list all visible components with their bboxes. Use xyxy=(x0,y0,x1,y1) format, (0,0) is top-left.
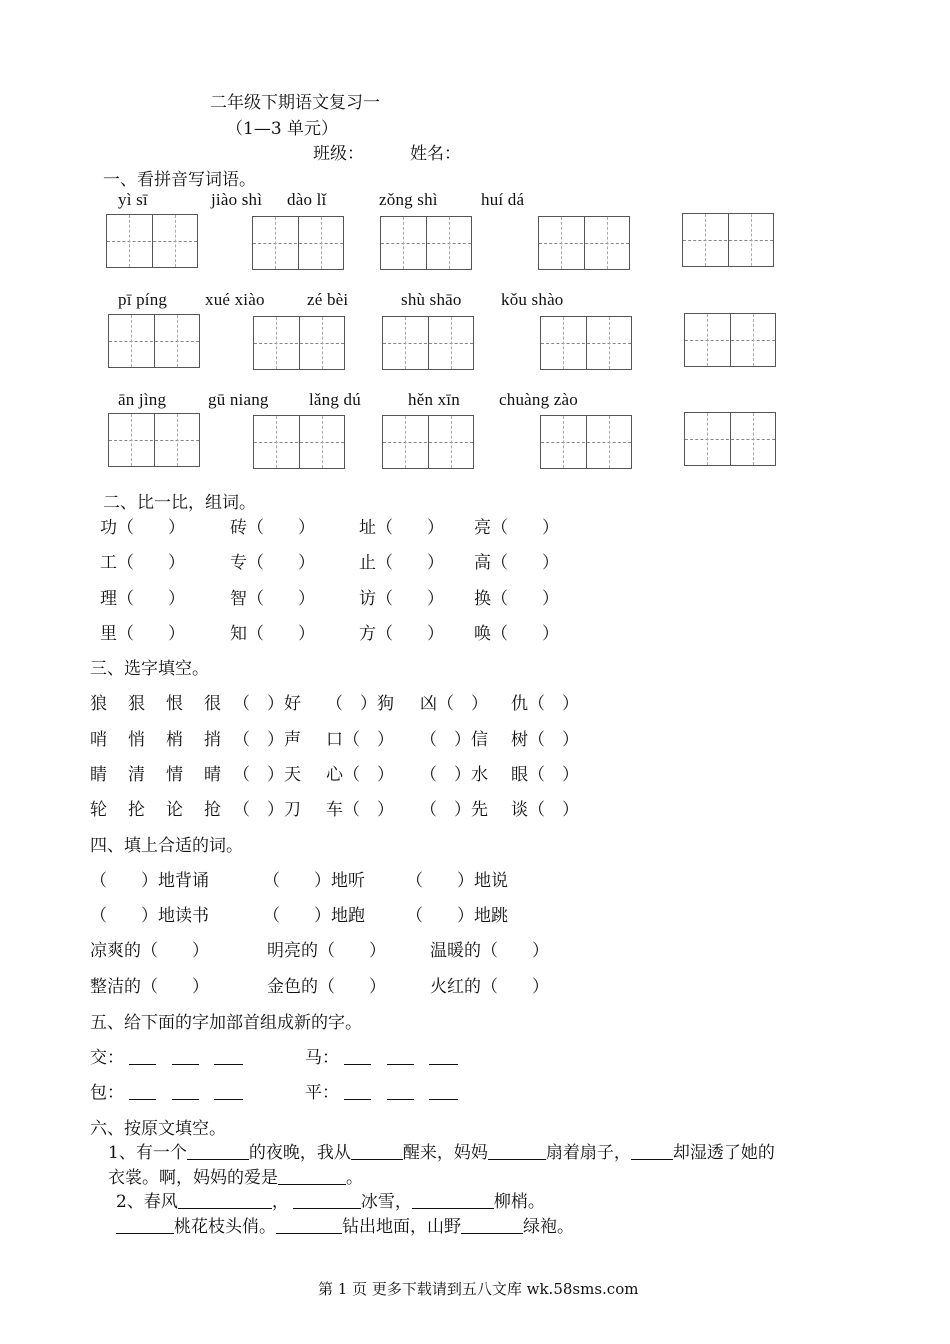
blank-line[interactable] xyxy=(278,1167,346,1185)
writing-grid-box[interactable] xyxy=(253,415,345,469)
fill-blank[interactable]: （ ）先 xyxy=(420,800,488,820)
name-label: 姓名： xyxy=(410,144,461,164)
pinyin-label: hěn xīn xyxy=(408,390,460,409)
fill-word[interactable]: （ ）地跑 xyxy=(263,906,365,926)
blank-line[interactable] xyxy=(214,1082,243,1100)
writing-grid-box[interactable] xyxy=(108,413,200,467)
pinyin-label: xué xiào xyxy=(205,290,265,309)
pinyin-label: huí dá xyxy=(481,190,525,209)
radical-item xyxy=(305,1078,458,1103)
radical-item xyxy=(90,1043,243,1068)
writing-grid-box[interactable] xyxy=(382,415,474,469)
writing-grid-box[interactable] xyxy=(382,316,474,370)
recite-line-2 xyxy=(108,1163,363,1188)
fill-blank[interactable]: （ ）水 xyxy=(420,765,488,785)
blank-line[interactable] xyxy=(631,1142,673,1160)
compare-item[interactable]: 智（ ） xyxy=(230,589,315,609)
fill-blank[interactable]: （ ）信 xyxy=(420,730,488,750)
fill-blank[interactable]: 仇（ ） xyxy=(511,694,579,714)
fill-word[interactable]: （ ）地读书 xyxy=(90,906,209,926)
fill-blank[interactable]: （ ）天 xyxy=(233,765,301,785)
writing-grid-box[interactable] xyxy=(682,213,774,267)
char-choices: 哨 悄 梢 捎 xyxy=(90,730,223,750)
fill-word[interactable]: 火红的（ ） xyxy=(430,977,549,997)
recite-line-1 xyxy=(108,1138,775,1163)
text-fragment: 扇着扇子， xyxy=(545,1143,631,1163)
fill-blank[interactable]: （ ）刀 xyxy=(233,800,301,820)
compare-item[interactable]: 知（ ） xyxy=(230,624,315,644)
section-1-heading: 一、看拼音写词语。 xyxy=(103,170,256,190)
compare-item[interactable]: 方（ ） xyxy=(359,624,444,644)
radical-char: 包： xyxy=(90,1083,124,1103)
pinyin-label: ān jìng xyxy=(118,390,167,409)
compare-item[interactable]: 亮（ ） xyxy=(474,518,559,538)
fill-word[interactable]: （ ）地听 xyxy=(263,871,365,891)
pinyin-label: lǎng dú xyxy=(309,390,361,409)
section-6-heading: 六、按原文填空。 xyxy=(90,1119,226,1139)
fill-blank[interactable]: 谈（ ） xyxy=(511,800,579,820)
text-fragment: 的夜晚，我从 xyxy=(248,1143,351,1163)
blank-line[interactable] xyxy=(351,1142,403,1160)
fill-blank[interactable]: 凶（ ） xyxy=(420,694,488,714)
fill-blank[interactable]: 口（ ） xyxy=(326,730,394,750)
radical-char: 交： xyxy=(90,1048,124,1068)
compare-item[interactable]: 理（ ） xyxy=(100,589,185,609)
compare-item[interactable]: 专（ ） xyxy=(230,553,315,573)
fill-word[interactable]: 凉爽的（ ） xyxy=(90,941,209,961)
fill-blank[interactable]: （ ）声 xyxy=(233,730,301,750)
pinyin-label: zé bèi xyxy=(307,290,349,309)
blank-line[interactable] xyxy=(344,1047,371,1065)
blank-line[interactable] xyxy=(387,1082,414,1100)
text-fragment: 冰雪， xyxy=(360,1192,412,1212)
pinyin-label: shù shāo xyxy=(401,290,462,309)
writing-grid-box[interactable] xyxy=(380,216,472,270)
recite-line-3 xyxy=(116,1187,545,1212)
writing-grid-box[interactable] xyxy=(540,316,632,370)
text-fragment: 。 xyxy=(346,1168,363,1188)
fill-blank[interactable]: 树（ ） xyxy=(511,730,579,750)
fill-word[interactable]: 温暖的（ ） xyxy=(430,941,549,961)
fill-word[interactable]: （ ）地背诵 xyxy=(90,871,209,891)
fill-blank[interactable]: （ ）好 xyxy=(233,694,301,714)
fill-blank[interactable]: （ ）狗 xyxy=(326,694,394,714)
pinyin-label: jiào shì xyxy=(211,190,263,209)
pinyin-label: zǒng shì xyxy=(379,190,438,209)
text-fragment: 1、有一个 xyxy=(108,1143,187,1163)
pinyin-label: kǒu shào xyxy=(501,290,564,309)
text-fragment: 柳梢。 xyxy=(493,1192,545,1212)
pinyin-label: gū niang xyxy=(208,390,269,409)
blank-line[interactable] xyxy=(172,1047,199,1065)
fill-word[interactable]: 金色的（ ） xyxy=(267,977,386,997)
blank-line[interactable] xyxy=(429,1047,458,1065)
text-fragment: 却湿透了她的 xyxy=(672,1143,775,1163)
text-fragment: ， xyxy=(271,1192,289,1212)
compare-item[interactable]: 访（ ） xyxy=(359,589,444,609)
section-4-heading: 四、填上合适的词。 xyxy=(90,836,243,856)
recite-line-4 xyxy=(116,1212,574,1237)
pinyin-label: dào lǐ xyxy=(287,190,327,209)
pinyin-label: pī píng xyxy=(118,290,168,309)
writing-grid-box[interactable] xyxy=(684,313,776,367)
radical-item xyxy=(305,1043,458,1068)
radical-item xyxy=(90,1078,243,1103)
section-5-heading: 五、给下面的字加部首组成新的字。 xyxy=(90,1013,362,1033)
text-fragment: 醒来，妈妈 xyxy=(402,1143,488,1163)
char-choices: 睛 清 情 晴 xyxy=(90,765,223,785)
text-fragment: 绿袍。 xyxy=(523,1217,574,1237)
blank-line[interactable] xyxy=(214,1047,243,1065)
fill-blank[interactable]: 车（ ） xyxy=(326,800,394,820)
blank-line[interactable] xyxy=(429,1082,458,1100)
blank-line[interactable] xyxy=(276,1216,342,1234)
blank-line[interactable] xyxy=(172,1082,199,1100)
blank-line[interactable] xyxy=(387,1047,414,1065)
fill-word[interactable]: 整洁的（ ） xyxy=(90,977,209,997)
fill-word[interactable]: （ ）地说 xyxy=(406,871,508,891)
blank-line[interactable] xyxy=(461,1216,523,1234)
blank-line[interactable] xyxy=(412,1191,494,1209)
pinyin-label: yì sī xyxy=(118,190,148,209)
text-fragment: 2、春风 xyxy=(116,1192,178,1212)
blank-line[interactable] xyxy=(293,1191,361,1209)
compare-item[interactable]: 址（ ） xyxy=(359,518,444,538)
fill-word[interactable]: （ ）地跳 xyxy=(406,906,508,926)
char-choices: 狼 狠 恨 很 xyxy=(90,694,223,714)
compare-item[interactable]: 功（ ） xyxy=(100,518,185,538)
writing-grid-box[interactable] xyxy=(540,415,632,469)
compare-item[interactable]: 换（ ） xyxy=(474,589,559,609)
text-fragment: 钻出地面，山野 xyxy=(342,1217,461,1237)
section-3-heading: 三、选字填空。 xyxy=(90,659,209,679)
writing-grid-box[interactable] xyxy=(538,216,630,270)
blank-line[interactable] xyxy=(116,1216,174,1234)
text-fragment: 衣裳。啊，妈妈的爱是 xyxy=(108,1168,278,1188)
char-choices: 轮 抡 论 抢 xyxy=(90,800,223,820)
page-title: 二年级下期语文复习一 xyxy=(210,93,380,113)
writing-grid-box[interactable] xyxy=(684,412,776,466)
compare-item[interactable]: 砖（ ） xyxy=(230,518,315,538)
writing-grid-box[interactable] xyxy=(108,314,200,368)
blank-line[interactable] xyxy=(488,1142,546,1160)
blank-line[interactable] xyxy=(129,1082,156,1100)
blank-line[interactable] xyxy=(187,1142,249,1160)
fill-word[interactable]: 明亮的（ ） xyxy=(267,941,386,961)
blank-line[interactable] xyxy=(129,1047,156,1065)
compare-item[interactable]: 里（ ） xyxy=(100,624,185,644)
fill-blank[interactable]: 心（ ） xyxy=(326,765,394,785)
blank-line[interactable] xyxy=(178,1191,272,1209)
section-2-heading: 二、比一比，组词。 xyxy=(103,493,256,513)
radical-char: 平： xyxy=(305,1083,339,1103)
writing-grid-box[interactable] xyxy=(252,216,344,270)
writing-grid-box[interactable] xyxy=(253,316,345,370)
page-subtitle: （1—3 单元） xyxy=(226,119,339,139)
compare-item[interactable]: 工（ ） xyxy=(100,553,185,573)
text-fragment: 桃花枝头俏。 xyxy=(174,1217,276,1237)
blank-line[interactable] xyxy=(344,1082,371,1100)
compare-item[interactable]: 高（ ） xyxy=(474,553,559,573)
page-footer: 第 1 页 更多下载请到五八文库 wk.58sms.com xyxy=(318,1280,639,1298)
fill-blank[interactable]: 眼（ ） xyxy=(511,765,579,785)
compare-item[interactable]: 唤（ ） xyxy=(474,624,559,644)
compare-item[interactable]: 止（ ） xyxy=(359,553,444,573)
class-label: 班级： xyxy=(313,144,364,164)
radical-char: 马： xyxy=(305,1048,339,1068)
writing-grid-box[interactable] xyxy=(106,214,198,268)
pinyin-label: chuàng zào xyxy=(499,390,578,409)
